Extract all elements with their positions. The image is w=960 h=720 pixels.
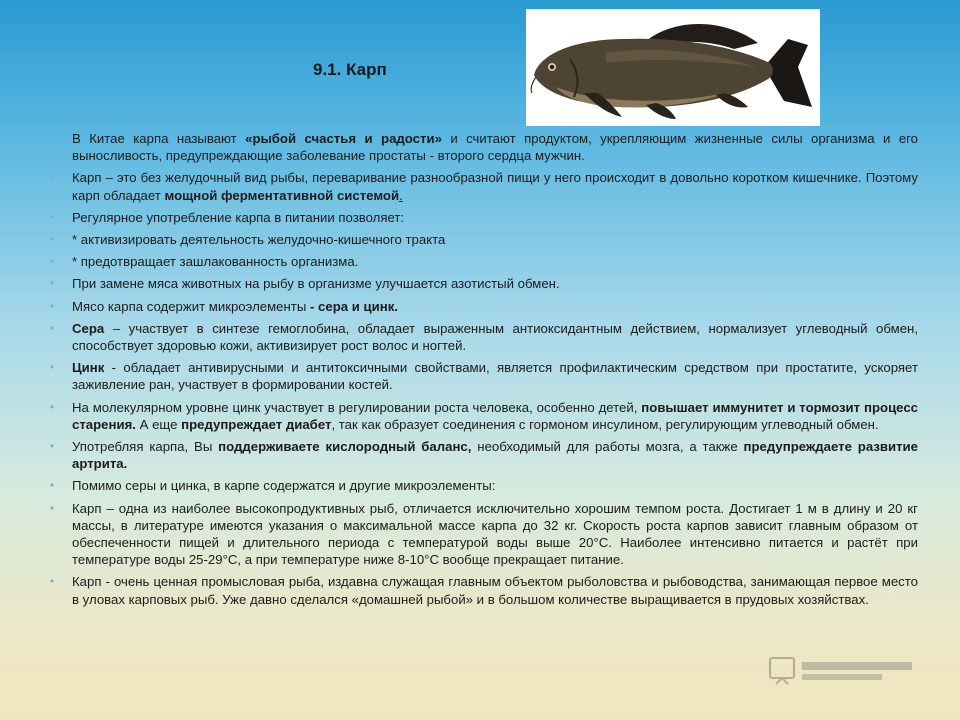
bullet-text: . [399,187,403,203]
bullet-item [50,320,918,354]
bullet-text: А еще [135,416,182,432]
bullet-text: Карп – это без желудочный вид рыбы, переваривание разнообразной пищи у него происходит в довольно коротком кишечнике. Поэтому карп обладает [72,170,918,203]
slide-title: 9.1. Карп [313,60,387,79]
bullet-bold-text: предупреждаете развитие артрита. [72,439,918,472]
bullet-text: - обладает антивирусными и антитоксичными свойствами, является профилактическим средством при простатите, ускоряет заживление ран, участвует в формировании костей. [72,360,918,393]
bullet-text: На молекулярном уровне цинк участвует в регулировании роста человека, особенно детей, [72,399,642,415]
bullet-item [50,275,918,292]
bullet-item [50,573,918,607]
bullet-text: Карп - очень ценная промысловая рыба, издавна служащая главным объектом рыболовства и рыбоводства, занимающая первое место в уловах карповых рыб. Уже давно сделался «домашней рыбой» и в большом количестве выращивается в прудовых хозяйствах. [72,574,918,607]
bullet-item [50,399,918,433]
bullet-text: Помимо серы и цинка, в карпе содержатся и другие микроэлементы: [72,478,496,494]
bullet-bold-text: Цинк [72,360,105,376]
bullet-text: – участвует в синтезе гемоглобина, обладает выраженным антиоксидантным действием, нормализует углеводный обмен, способствует здоровью кожи, активизирует рост волос и ногтей. [72,320,918,354]
bullet-text: и считают продуктом, укрепляющим жизненные силы организма и его выносливость, предупреждающие заболевание простаты - второго сердца мужчин. [72,131,919,164]
bullet-text: В Китае карпа называют [72,131,246,146]
bullet-text: Карп – одна из наиболее высокопродуктивных рыб, отличается исключительно хорошим темпом роста. Достигает 1 м в длину и 20 кг массы, в литературе имеются указания о максимальной массе карпа до 32 кг. Скорость роста карпов зависит главным образом от обеспеченности пищей и длительного периода с температурой воды выше 20°С. Наиболее интенсивно питается и растёт при температуре воды 25-29°С, а при температуре ниже 8-10°С вообще прекращает питание. [72,500,918,568]
bullet-bold-text: предупреждает диабет [181,416,332,432]
bullet-text: необходимый для работы мозга, а также [471,439,744,455]
bullet-item [50,231,918,248]
bullet-bold-text: поддерживаете кислородный баланс, [218,439,472,455]
bullet-text: Мясо карпа содержит микроэлементы [72,298,310,314]
bullet-bold-text: - сера и цинк. [309,298,398,314]
bullet-bold-text: повышает иммунитет и тормозит процесс старения. [72,399,919,432]
carp-fish-photo [526,9,820,126]
carp-fish-icon [526,9,820,126]
bullet-item [50,169,918,203]
bullet-item [50,500,918,569]
bullet-text: , так как образует соединения с гормоном инсулином, регулирующим углеводный обмен. [331,416,879,432]
bullet-text: При замене мяса животных на рыбу в организме улучшается азотистый обмен. [72,276,560,292]
bullet-list [50,130,918,613]
bullet-bold-text: мощной ферментативной системой [164,187,400,203]
bullet-item [50,298,918,315]
bullet-text: * предотвращает зашлакованность организма. [72,254,359,270]
bullet-item [50,438,918,472]
bullet-item [50,253,918,270]
bullet-item [50,477,918,494]
bullet-item [50,209,918,226]
bullet-bold-text: Сера [72,320,105,336]
bullet-text: Регулярное употребление карпа в питании позволяет: [72,209,405,225]
bullet-text: Употребляя карпа, Вы [72,439,219,455]
presentation-logo-icon [766,652,926,692]
bullet-text: * активизировать деятельность желудочно-кишечного тракта [72,232,446,248]
bullet-bold-text: «рыбой счастья и радости» [245,131,442,146]
bullet-item [50,130,918,164]
bullet-item [50,359,918,393]
